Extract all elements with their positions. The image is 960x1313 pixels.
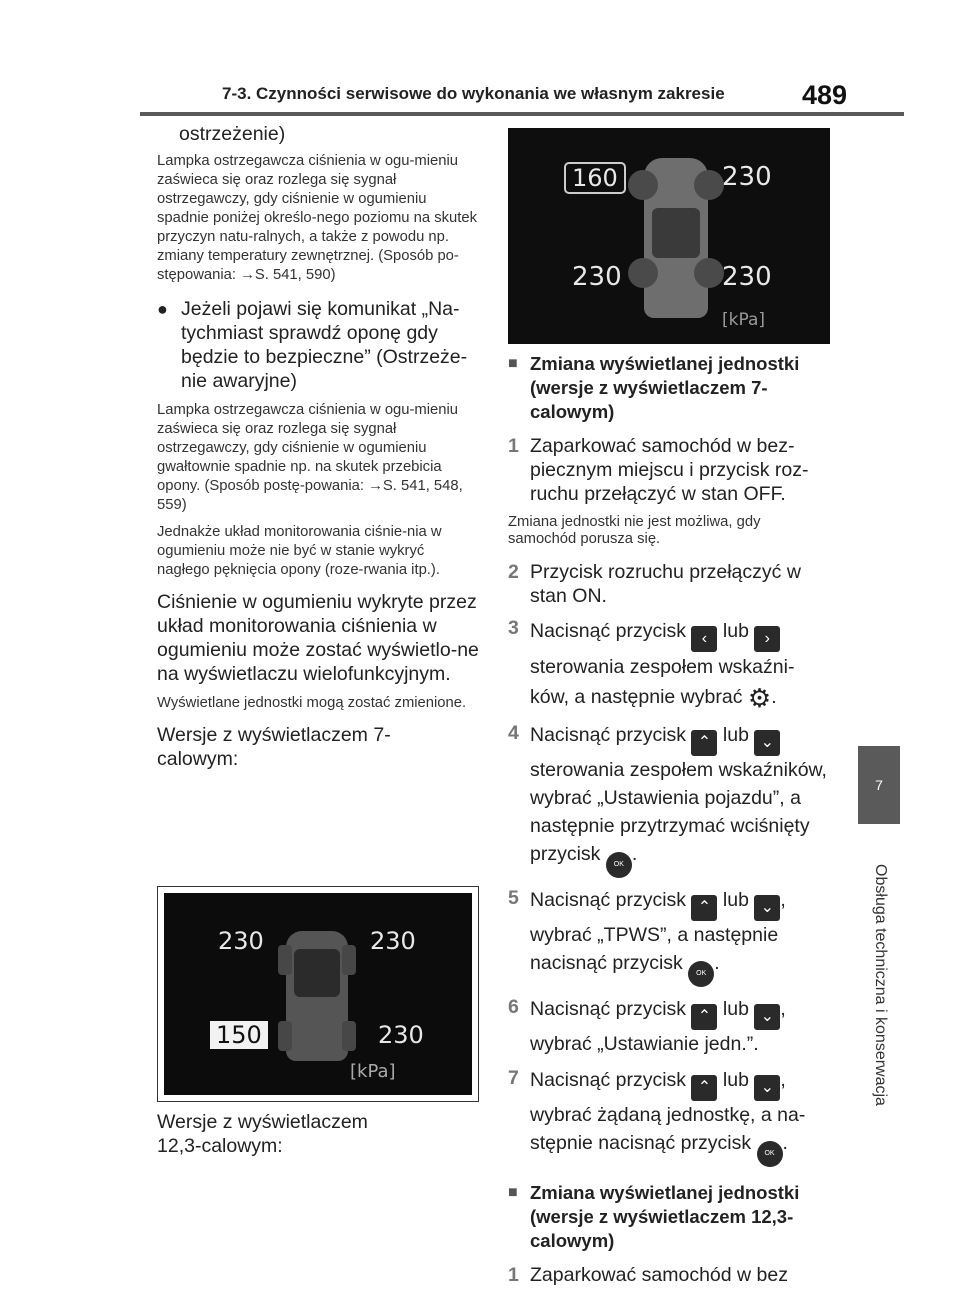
step-text-part: Nacisnąć przycisk — [530, 998, 687, 1020]
paragraph: Lampka ostrzegawcza ciśnienia w ogu-mieniu zaświeca się oraz rozlega się sygnał ostrzegawczy, gdy ciśnienie w ogumieniu spadnie poniżej określo-nego poziomu na skutek przyczyn natu-ralnych, a także z powodu np. zmiany temperatury zewnętrznej. (Sposób po-stępowania: →S. 541, 590) — [157, 153, 477, 283]
step-number: 2 — [508, 561, 519, 583]
square-bullet-icon: ■ — [508, 1184, 518, 1201]
figure-caption: Wersje z wyświetlaczem 12,3-calowym: — [157, 1111, 368, 1157]
chevron-left-icon: ‹ — [691, 626, 717, 652]
chevron-up-icon: ⌃ — [691, 1004, 717, 1030]
step — [508, 616, 830, 713]
step-number: 4 — [508, 722, 519, 744]
paragraph: Ciśnienie w ogumieniu wykryte przez układ monitorowania ciśnienia w ogumieniu może zostać wyświetlo-ne na wyświetlaczu wielofunkcyjnym. — [157, 591, 479, 685]
pressure-rear-left: 150 — [210, 1021, 268, 1049]
intro-continuation: ostrzeżenie) — [179, 123, 286, 145]
step — [508, 1066, 830, 1167]
pressure-front-left: 160 — [564, 162, 626, 194]
step-number: 6 — [508, 996, 519, 1018]
pressure-rear-right: 230 — [378, 1021, 424, 1049]
paragraph: Wyświetlane jednostki mogą zostać zmienione. — [157, 695, 467, 711]
step-text-part: lub — [722, 1069, 749, 1091]
step-text: Nacisnąć przycisk ⌃ lub ⌄ , wybrać „TPWS”, a następnie nacisnąć przycisk OK . — [530, 886, 830, 987]
step — [508, 721, 830, 878]
step-text-part: lub — [722, 998, 749, 1020]
paragraph: Jednakże układ monitorowania ciśnie-nia w ogumieniu może nie być w stanie wykryć nagłego pęknięcia opony (roze-rwania itp.). — [157, 524, 442, 578]
chapter-label: Obsługa techniczna i konserwacja — [872, 864, 889, 1106]
ok-button-icon: OK — [606, 852, 632, 878]
chevron-down-icon: ⌄ — [754, 895, 780, 921]
ok-button-icon: OK — [688, 961, 714, 987]
step — [508, 434, 830, 506]
wheel-icon — [342, 945, 356, 975]
display-screen — [164, 893, 472, 1095]
ok-button-icon: OK — [757, 1141, 783, 1167]
wheel-icon — [278, 1021, 292, 1051]
car-icon — [286, 931, 348, 1061]
step — [508, 560, 830, 608]
step-text-part: , wybrać żądaną jednostkę, a na-stępnie nacisnąć przycisk — [530, 1069, 806, 1154]
section-heading — [508, 352, 830, 424]
step-text: Nacisnąć przycisk ⌃ lub ⌄ , wybrać żądaną jednostkę, a na-stępnie nacisnąć przycisk OK . — [530, 1066, 830, 1167]
left-column — [157, 122, 479, 771]
page-number: 489 — [802, 80, 848, 110]
step-text-part: Nacisnąć przycisk — [530, 889, 687, 911]
section-title: 7-3. Czynności serwisowe do wykonania we własnym zakresie — [222, 84, 725, 103]
wheel-icon — [628, 258, 658, 288]
pressure-front-left: 230 — [218, 927, 264, 955]
note: Zmiana jednostki nie jest możliwa, gdy samochód porusza się. — [508, 514, 761, 547]
step-text-part: , wybrać „Ustawianie jedn.”. — [530, 998, 786, 1055]
chevron-up-icon: ⌃ — [691, 1075, 717, 1101]
step-text-part: Nacisnąć przycisk — [530, 1069, 687, 1091]
chapter-tab: 7 — [858, 746, 900, 824]
chevron-right-icon: › — [754, 626, 780, 652]
step — [508, 886, 830, 987]
step-text-part: lub — [722, 620, 749, 642]
square-bullet-icon: ■ — [508, 355, 518, 372]
header-rule — [140, 112, 904, 116]
step-number: 5 — [508, 887, 519, 909]
chevron-down-icon: ⌄ — [754, 1075, 780, 1101]
chevron-up-icon: ⌃ — [691, 730, 717, 756]
paragraph: Lampka ostrzegawcza ciśnienia w ogu-mieniu zaświeca się oraz rozlega się sygnał ostrzegawczy, gdy ciśnienie w ogumieniu gwałtownie spadnie np. na skutek przebicia opony. (Sposób postę-powania: →S. 541, 548, 559) — [157, 402, 463, 513]
step-number: 1 — [508, 435, 519, 457]
section-heading-text: Zmiana wyświetlanej jednostki (wersje z wyświetlaczem 7-calowym) — [530, 353, 800, 422]
pressure-rear-left: 230 — [572, 262, 622, 292]
bullet-icon: ● — [157, 299, 168, 319]
step-number: 7 — [508, 1067, 519, 1089]
tire-pressure-figure-12inch — [508, 128, 830, 344]
pressure-front-right: 230 — [370, 927, 416, 955]
section-heading — [508, 1181, 830, 1253]
step-text: Zaparkować samochód w bez — [530, 1264, 788, 1286]
step — [508, 1263, 830, 1287]
step-text: Nacisnąć przycisk ‹ lub › sterowania zespołem wskaźni-ków, a następnie wybrać ⚙. — [530, 620, 795, 713]
step-text: Przycisk rozruchu przełączyć w stan ON. — [530, 561, 801, 607]
chevron-up-icon: ⌃ — [691, 895, 717, 921]
step-text-part: lub — [722, 889, 749, 911]
step-text — [530, 995, 830, 1058]
step-text: Zaparkować samochód w bez-piecznym miejscu i przycisk roz-ruchu przełączyć w stan OFF. — [530, 435, 809, 505]
unit-label: [kPa] — [350, 1061, 396, 1082]
step-text-part: Nacisnąć przycisk — [530, 724, 687, 746]
pressure-front-right: 230 — [722, 162, 772, 192]
bullet-item — [157, 297, 479, 393]
bullet-text: Jeżeli pojawi się komunikat „Na-tychmiast sprawdź oponę gdy będzie to bezpieczne” (Ostrzeże-nie awaryjne) — [181, 298, 468, 392]
wheel-icon — [694, 258, 724, 288]
wheel-icon — [694, 170, 724, 200]
unit-label: [kPa] — [722, 310, 766, 330]
step-text-part: sterowania zespołem wskaźników, wybrać „Ustawienia pojazdu”, a następnie przytrzymać wciśnięty przycisk — [530, 759, 827, 865]
step-text-part: sterowania zespołem wskaźni-ków, a następnie wybrać — [530, 656, 795, 708]
step-text-part: Nacisnąć przycisk — [530, 620, 687, 642]
step — [508, 995, 830, 1058]
step-number: 3 — [508, 617, 519, 639]
step-text-part: , wybrać „TPWS”, a następnie nacisnąć przycisk — [530, 889, 786, 974]
right-column — [508, 352, 830, 1287]
wheel-icon — [278, 945, 292, 975]
gear-icon: ⚙ — [747, 683, 772, 713]
step-number: 1 — [508, 1264, 519, 1286]
wheel-icon — [342, 1021, 356, 1051]
chevron-down-icon: ⌄ — [754, 730, 780, 756]
step-text-part: lub — [722, 724, 749, 746]
tire-pressure-figure-7inch — [157, 886, 479, 1102]
wheel-icon — [628, 170, 658, 200]
chevron-down-icon: ⌄ — [754, 1004, 780, 1030]
section-heading-text: Zmiana wyświetlanej jednostki (wersje z wyświetlaczem 12,3-calowym) — [530, 1182, 800, 1251]
figure-caption: Wersje z wyświetlaczem 7-calowym: — [157, 724, 391, 770]
pressure-rear-right: 230 — [722, 262, 772, 292]
step-text: Nacisnąć przycisk ⌃ lub ⌄ sterowania zespołem wskaźników, wybrać „Ustawienia pojazdu”, a następnie przytrzymać wciśnięty przycisk OK . — [530, 721, 830, 878]
